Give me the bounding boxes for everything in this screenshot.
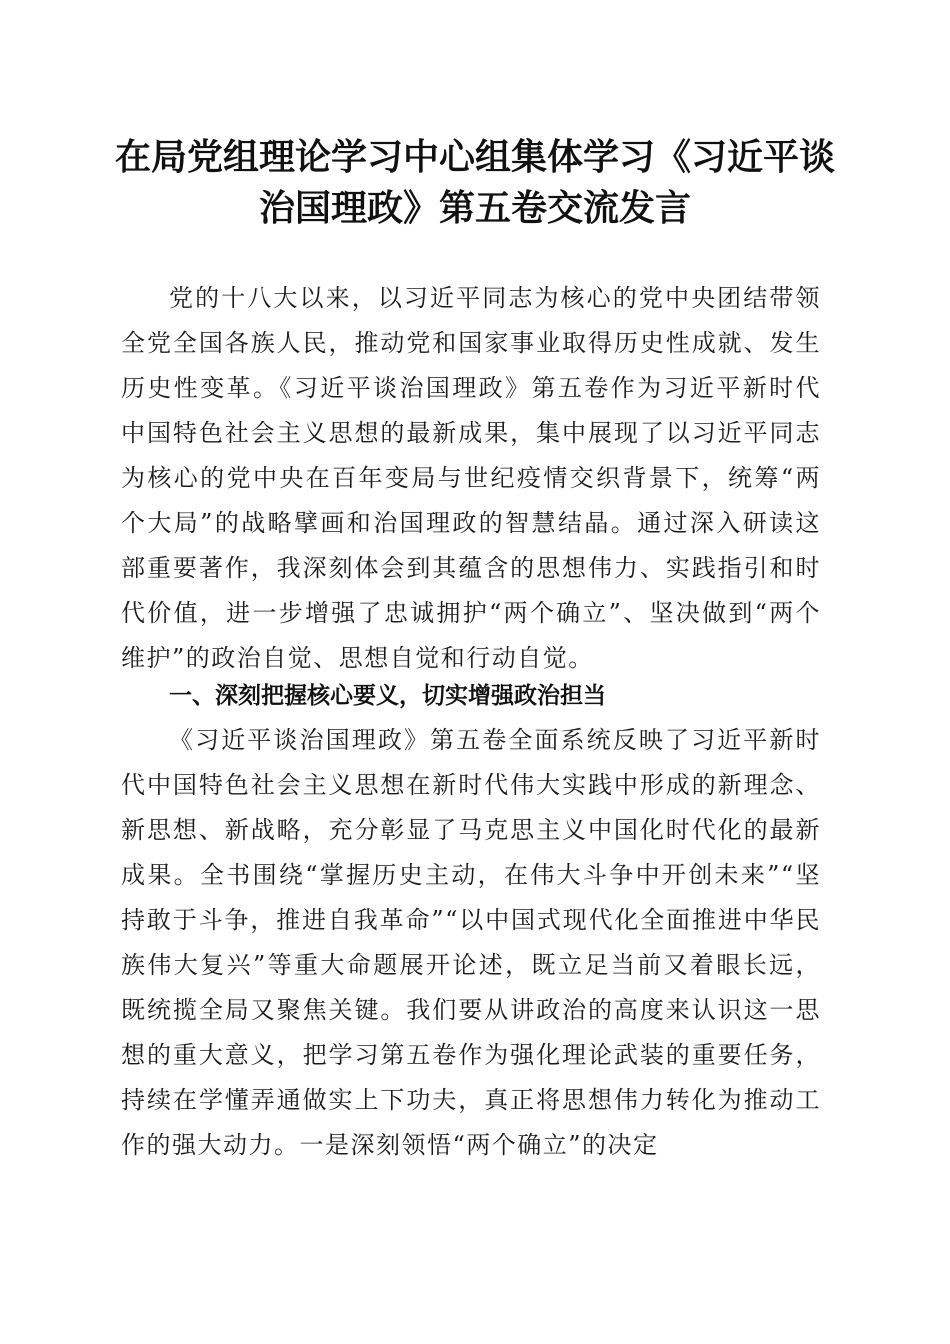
section-heading: 一、深刻把握核心要义，切实增强政治担当 [169,683,606,709]
section-paragraph: 《习近平谈治国理政》第五卷全面系统反映了习近平新时代中国特色社会主义思想在新时代伟大实践中形成的新理念、新思想、新战略，充分彰显了马克思主义中国化时代化的最新成果。全书围绕“掌握历史主动，在伟大斗争中开创未来”“坚持敢于斗争，推进自我革命”“以中国式现代化全面推进中华民族伟大复兴”等重大命题展开论述，既立足当前又着眼长远，既统揽全局又聚焦关键。我们要从讲政治的高度来认识这一思想的重大意义，把学习第五卷作为强化理论武装的重要任务，持续在学懂弄通做实上下功夫，真正将思想伟力转化为推动工作的强大动力。一是深刻领悟“两个确立”的决定 [121,726,821,1159]
intro-paragraph: 党的十八大以来，以习近平同志为核心的党中央团结带领全党全国各族人民，推动党和国家事业取得历史性成就、发生历史性变革。《习近平谈治国理政》第五卷作为习近平新时代中国特色社会主义思想的最新成果，集中展现了以习近平同志为核心的党中央在百年变局与世纪疫情交织背景下，统筹“两个大局”的战略擘画和治国理政的智慧结晶。通过深入研读这部重要著作，我深刻体会到其蕴含的思想伟力、实践指引和时代价值，进一步增强了忠诚拥护“两个确立”、坚决做到“两个维护”的政治自觉、思想自觉和行动自觉。 [121,284,821,672]
document-title: 在局党组理论学习中心组集体学习《习近平谈治国理政》第五卷交流发言 [114,136,835,229]
